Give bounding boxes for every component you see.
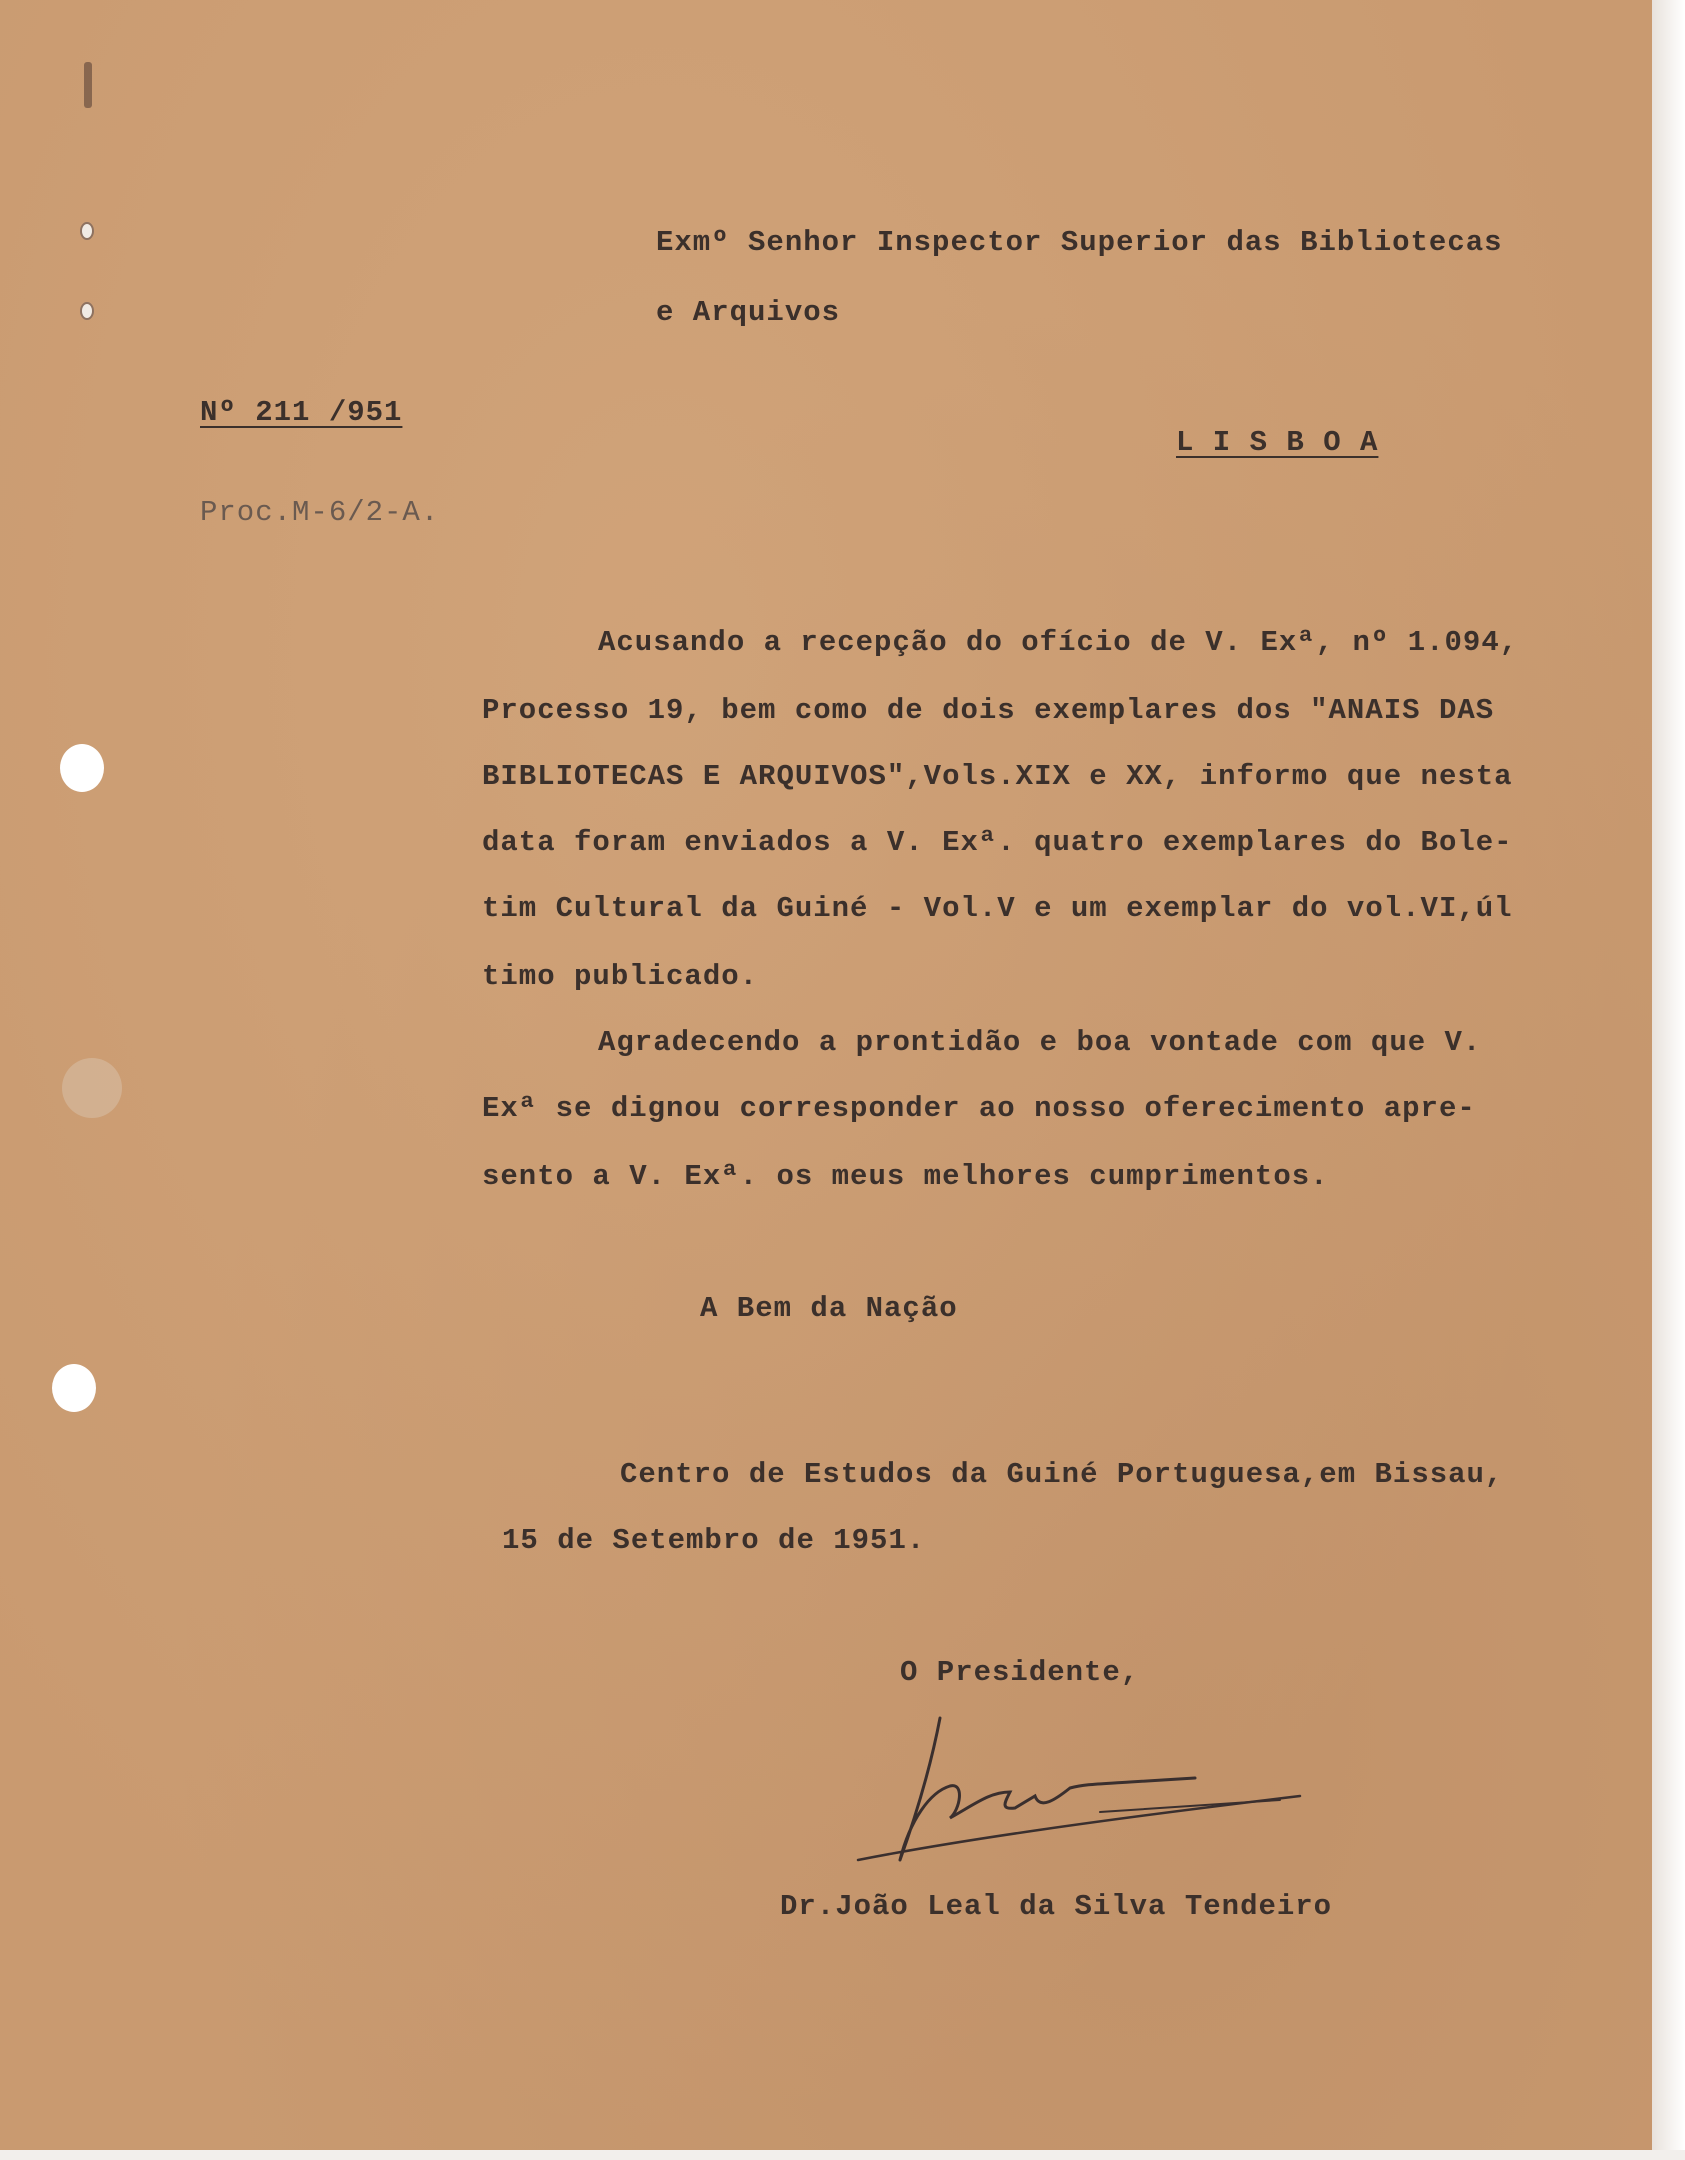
place-line-1: Centro de Estudos da Guiné Portuguesa,em Bissau,	[620, 1458, 1504, 1491]
salutation: A Bem da Nação	[700, 1292, 958, 1325]
paragraph-line: Processo 19, bem como de dois exemplares dos "ANAIS DAS	[482, 694, 1495, 727]
city-heading: L I S B O A	[1176, 426, 1379, 459]
signer-name: Dr.João Leal da Silva Tendeiro	[780, 1890, 1333, 1923]
paper-wear	[62, 1058, 122, 1118]
addressee-line-2: e Arquivos	[656, 296, 841, 329]
paragraph-line: data foram enviados a V. Exª. quatro exemplares do Bole-	[482, 826, 1513, 859]
ink-mark	[84, 62, 92, 108]
addressee-line-1: Exmº Senhor Inspector Superior das Bibliotecas	[656, 226, 1503, 259]
paragraph-line: Exª se dignou corresponder ao nosso oferecimento apre-	[482, 1092, 1476, 1125]
punch-hole	[52, 1364, 96, 1412]
pin-hole	[80, 302, 94, 320]
signer-title: O Presidente,	[900, 1656, 1140, 1689]
process-reference: Proc.M-6/2-A.	[200, 496, 440, 529]
paragraph-line: Agradecendo a prontidão e boa vontade com que V.	[598, 1026, 1482, 1059]
pin-hole	[80, 222, 94, 240]
paragraph-line: Acusando a recepção do ofício de V. Exª, nº 1.094,	[598, 626, 1519, 659]
paragraph-line: BIBLIOTECAS E ARQUIVOS",Vols.XIX e XX, informo que nesta	[482, 760, 1513, 793]
punch-hole	[60, 744, 104, 792]
handwritten-signature	[800, 1700, 1320, 1890]
paragraph-line: sento a V. Exª. os meus melhores cumprimentos.	[482, 1160, 1329, 1193]
page-edge	[0, 2150, 1685, 2160]
paragraph-line: timo publicado.	[482, 960, 759, 993]
place-date-line: 15 de Setembro de 1951.	[502, 1524, 926, 1557]
page-edge	[1652, 0, 1685, 2160]
paragraph-line: tim Cultural da Guiné - Vol.V e um exemplar do vol.VI,úl	[482, 892, 1513, 925]
reference-number: Nº 211 /951	[200, 396, 403, 429]
